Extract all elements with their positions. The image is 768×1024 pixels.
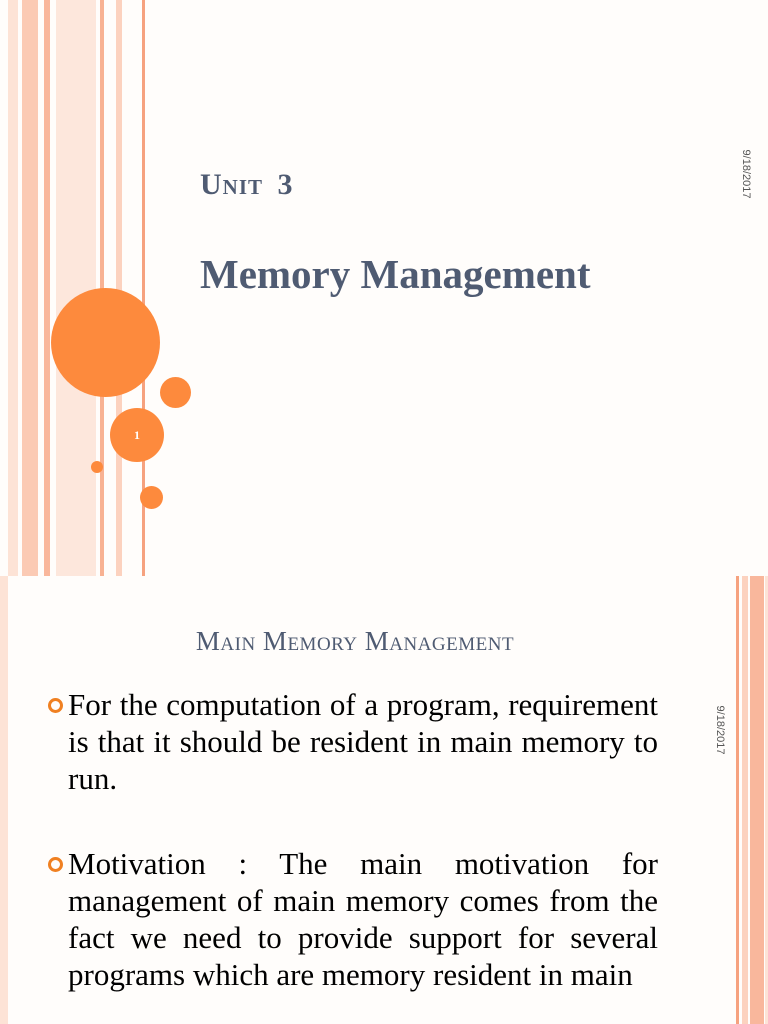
slide-title: Main Memory Management: [195, 626, 515, 656]
slide-date: 9/18/2017: [714, 705, 726, 755]
bullet-list: [46, 686, 658, 1024]
bullet-item: [46, 686, 658, 797]
decorative-circle-tiny: [91, 461, 103, 473]
bullet-ring-icon: [48, 857, 63, 872]
decorative-circle-small: [140, 486, 163, 509]
bullet-text: For the computation of a program, requirement is that it should be resident in main memory to run.: [68, 687, 658, 796]
decorative-stripe: [56, 0, 96, 576]
decorative-stripe: [8, 0, 18, 576]
bullet-text: Motivation : The main motivation for management of main memory comes from the fact we need to provide support for several programs which are memory resident in main: [68, 846, 658, 992]
decorative-stripe: [736, 576, 739, 1024]
slide-title: Memory Management: [200, 251, 591, 297]
decorative-stripe: [116, 0, 122, 576]
decorative-circle-large: [51, 288, 160, 397]
decorative-stripe: [22, 0, 38, 576]
bullet-ring-icon: [48, 698, 63, 713]
decorative-stripe: [750, 576, 764, 1024]
unit-subtitle: Unit 3: [200, 168, 294, 201]
decorative-stripe: [742, 576, 748, 1024]
slide-date: 9/18/2017: [740, 149, 752, 199]
slide-number: 1: [134, 427, 140, 442]
decorative-stripe: [44, 0, 50, 576]
bullet-item: [46, 845, 658, 993]
decorative-circle-small: [160, 377, 191, 408]
content-slide: [0, 576, 768, 1024]
